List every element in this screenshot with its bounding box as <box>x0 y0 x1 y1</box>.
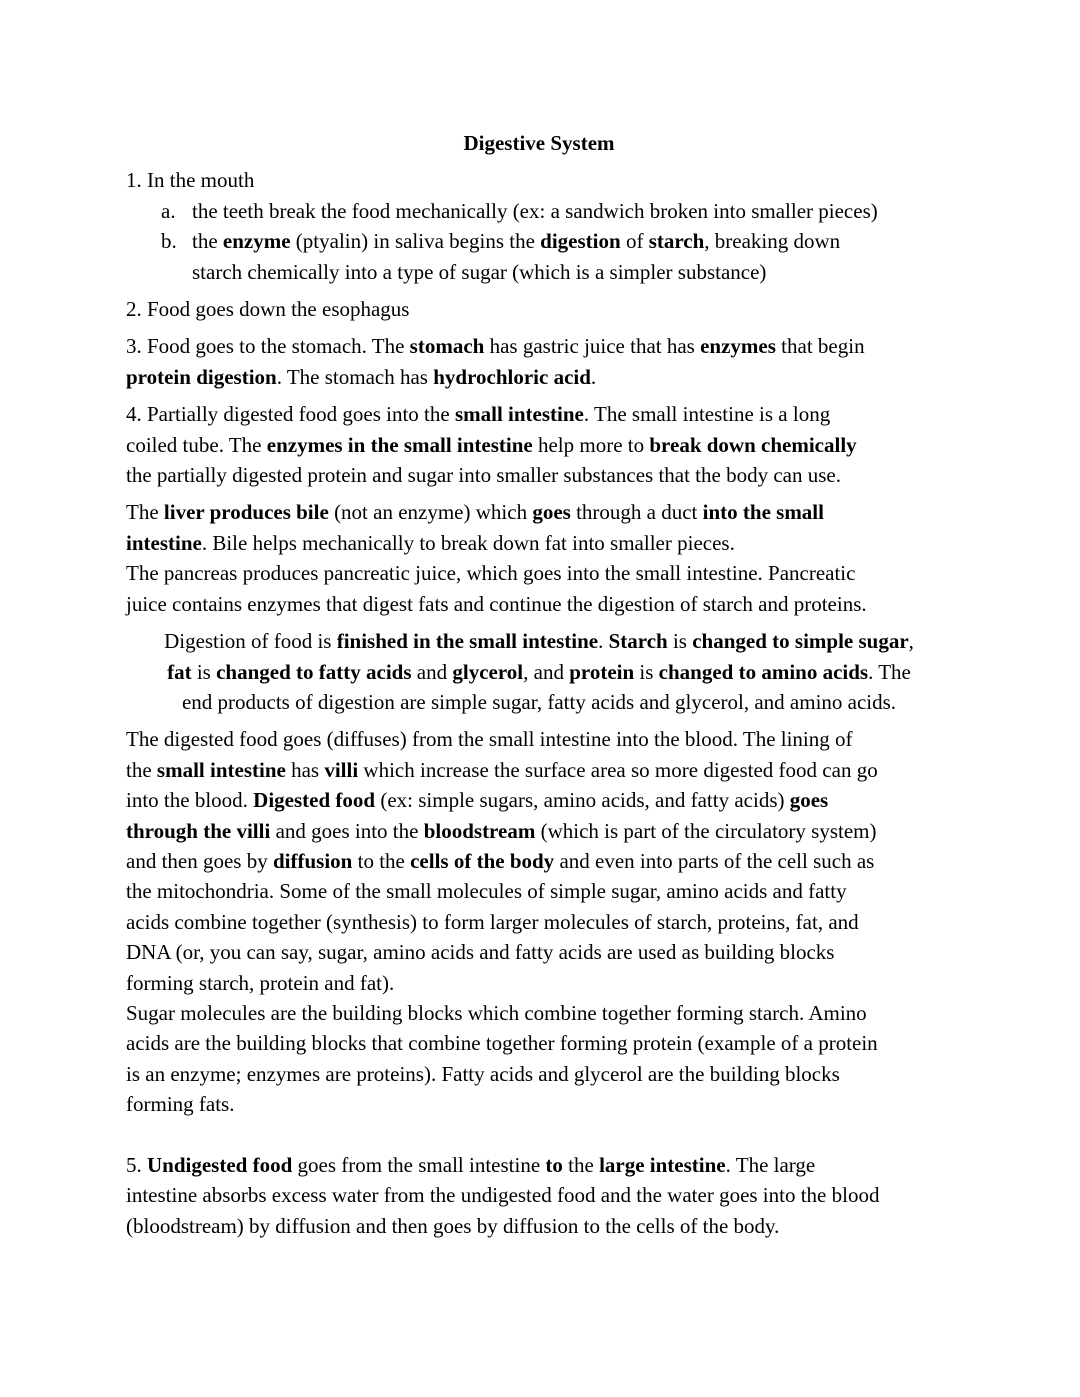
bold-text-run: fat <box>167 659 192 684</box>
text-run: (which is part of the circulatory system) <box>535 818 877 843</box>
text-run: . Bile helps mechanically to break down fat into smaller pieces. <box>201 530 735 555</box>
bold-text-run: protein digestion <box>126 364 277 389</box>
list-item-marker: b. <box>161 229 177 254</box>
text-run: The digested food goes (diffuses) from the small intestine into the blood. The lining of <box>126 727 853 752</box>
bold-text-run: digestion <box>540 229 621 254</box>
text-run: forming starch, protein and fat). <box>126 970 395 995</box>
text-line <box>126 968 952 998</box>
bold-text-run: intestine <box>126 530 202 555</box>
bold-text-run: villi <box>324 757 359 782</box>
text-run: starch chemically into a type of sugar (which is a simpler substance) <box>192 259 767 284</box>
paragraph <box>126 331 952 392</box>
text-line <box>126 937 952 967</box>
text-line <box>192 226 952 256</box>
text-run: has gastric juice that has <box>484 334 701 359</box>
bold-text-run: starch <box>648 229 705 254</box>
text-run: of <box>620 229 649 254</box>
bold-text-run: small intestine <box>156 757 286 782</box>
paragraph <box>126 724 952 998</box>
text-run: . The <box>868 659 911 684</box>
text-line <box>126 1211 952 1241</box>
text-line <box>126 460 952 490</box>
text-line <box>126 399 952 429</box>
text-run: Digestion of food is <box>164 629 337 654</box>
text-run: The pancreas produces pancreatic juice, which goes into the small intestine. Pancreatic <box>126 561 856 586</box>
text-run: and then goes by <box>126 848 273 873</box>
text-run: 4. Partially digested food goes into the <box>126 402 455 427</box>
text-run: . <box>598 629 609 654</box>
paragraph <box>126 165 952 195</box>
bold-text-run: liver produces bile <box>163 500 329 525</box>
text-run: and <box>411 659 453 684</box>
text-run: 5. <box>126 1153 147 1177</box>
text-line <box>126 294 952 324</box>
text-line <box>126 687 952 717</box>
text-run: goes from the small intestine <box>292 1153 546 1177</box>
blank-line <box>126 1120 952 1150</box>
list-item-marker: a. <box>161 198 176 223</box>
bold-text-run: small intestine <box>454 402 584 427</box>
bold-text-run: finished in the small intestine <box>336 629 599 654</box>
text-line <box>126 755 952 785</box>
text-run: (not an enzyme) which <box>328 500 533 525</box>
bold-text-run: changed to simple sugar <box>692 629 909 654</box>
text-run: is <box>634 659 659 684</box>
paragraph <box>126 1150 952 1241</box>
paragraph <box>126 294 952 324</box>
bold-text-run: changed to fatty acids <box>216 659 412 684</box>
paragraph <box>126 626 952 717</box>
text-line <box>192 257 952 287</box>
bold-text-run: into the small <box>702 500 824 525</box>
text-run: the <box>192 229 223 254</box>
text-line <box>126 785 952 815</box>
bold-text-run: to <box>545 1153 563 1177</box>
bold-text-run: Digested food <box>253 788 376 813</box>
text-run: 1. In the mouth <box>126 168 255 193</box>
text-run: , breaking down <box>704 229 841 254</box>
text-run: that begin <box>775 334 865 359</box>
text-run: DNA (or, you can say, sugar, amino acids and fatty acids are used as building blocks <box>126 940 835 965</box>
text-run: intestine absorbs excess water from the undigested food and the water goes into the blood <box>126 1183 880 1208</box>
text-run: 3. Food goes to the stomach. The <box>126 334 410 359</box>
text-line <box>126 998 952 1028</box>
bold-text-run: stomach <box>409 334 485 359</box>
text-run: has <box>285 757 325 782</box>
text-run: . <box>590 364 597 389</box>
text-line <box>126 1059 952 1089</box>
text-run: the partially digested protein and sugar into smaller substances that the body can use. <box>126 463 841 488</box>
bold-text-run: goes <box>532 500 571 525</box>
text-run: (ex: simple sugars, amino acids, and fatty acids) <box>375 788 790 813</box>
text-line <box>126 1028 952 1058</box>
paragraph <box>126 399 952 490</box>
text-line <box>192 196 952 226</box>
bold-text-run: through the villi <box>126 818 271 843</box>
bold-text-run: large intestine <box>599 1153 726 1177</box>
bold-text-run: enzyme <box>222 229 291 254</box>
text-line <box>126 626 952 656</box>
text-run: is <box>191 659 217 684</box>
bold-text-run: bloodstream <box>423 818 536 843</box>
bold-text-run: diffusion <box>272 848 353 873</box>
text-line <box>126 589 952 619</box>
bold-text-run: Undigested food <box>147 1153 293 1177</box>
bold-text-run: glycerol <box>452 659 524 684</box>
text-run: through a duct <box>570 500 703 525</box>
text-run: (bloodstream) by diffusion and then goes by diffusion to the cells of the body. <box>126 1213 780 1238</box>
text-run: forming fats. <box>126 1092 235 1117</box>
bold-text-run: goes <box>789 788 829 813</box>
paragraph <box>126 497 952 558</box>
text-run: , <box>908 629 914 654</box>
text-line <box>126 657 952 687</box>
text-line <box>126 724 952 754</box>
text-run: help more to <box>532 432 650 457</box>
paragraph <box>126 558 952 619</box>
text-line <box>126 876 952 906</box>
text-line <box>126 816 952 846</box>
bold-text-run: changed to amino acids <box>658 659 869 684</box>
text-line <box>126 558 952 588</box>
blank-text-line <box>126 1120 952 1150</box>
text-run: and goes into the <box>270 818 424 843</box>
text-run: Sugar molecules are the building blocks which combine together forming starch. Amino <box>126 1000 867 1025</box>
text-run: , and <box>523 659 570 684</box>
text-line <box>126 528 952 558</box>
text-run: . The stomach has <box>276 364 434 389</box>
document-body <box>126 165 952 1241</box>
text-line <box>126 362 952 392</box>
text-run: the <box>126 757 157 782</box>
text-run: (ptyalin) in saliva begins the <box>290 229 541 254</box>
text-run: the mitochondria. Some of the small molecules of simple sugar, amino acids and fatty <box>126 879 847 904</box>
text-run: the teeth break the food mechanically (ex: a sandwich broken into smaller pieces) <box>192 198 878 223</box>
document-title: Digestive System <box>463 131 615 155</box>
bold-text-run: protein <box>569 659 635 684</box>
text-run: which increase the surface area so more digested food can go <box>358 757 878 782</box>
paragraph <box>126 998 952 1120</box>
text-line <box>126 1150 952 1180</box>
text-run: . The small intestine is a long <box>583 402 831 427</box>
text-run: the <box>562 1153 600 1177</box>
text-run: and even into parts of the cell such as <box>554 848 875 873</box>
text-run: juice contains enzymes that digest fats and continue the digestion of starch and proteins. <box>126 591 867 616</box>
text-run: 2. Food goes down the esophagus <box>126 297 410 322</box>
text-line <box>126 165 952 195</box>
text-run: end products of digestion are simple sugar, fatty acids and glycerol, and amino acids. <box>181 689 897 714</box>
text-run: The <box>126 500 164 525</box>
bold-text-run: cells of the body <box>410 848 555 873</box>
bold-text-run: enzymes <box>700 334 776 359</box>
text-line <box>126 1089 952 1119</box>
text-line <box>126 497 952 527</box>
text-run: is an enzyme; enzymes are proteins). Fatty acids and glycerol are the building blocks <box>126 1061 840 1086</box>
text-run: is <box>667 629 693 654</box>
bold-text-run: break down chemically <box>649 432 857 457</box>
text-run: into the blood. <box>126 788 254 813</box>
list-item <box>126 196 952 226</box>
bold-text-run: enzymes in the small intestine <box>266 432 533 457</box>
text-run: acids combine together (synthesis) to form larger molecules of starch, proteins, fat, and <box>126 909 859 934</box>
text-run: acids are the building blocks that combine together forming protein (example of a protein <box>126 1031 878 1056</box>
bold-text-run: Starch <box>608 629 668 654</box>
text-run: coiled tube. The <box>126 432 267 457</box>
list-item <box>126 226 952 287</box>
text-line <box>126 1180 952 1210</box>
bold-text-run: hydrochloric acid <box>433 364 591 389</box>
text-line <box>126 907 952 937</box>
text-run: . The large <box>725 1153 816 1177</box>
text-line <box>126 846 952 876</box>
text-run: to the <box>352 848 411 873</box>
text-line <box>126 331 952 361</box>
text-line <box>126 430 952 460</box>
